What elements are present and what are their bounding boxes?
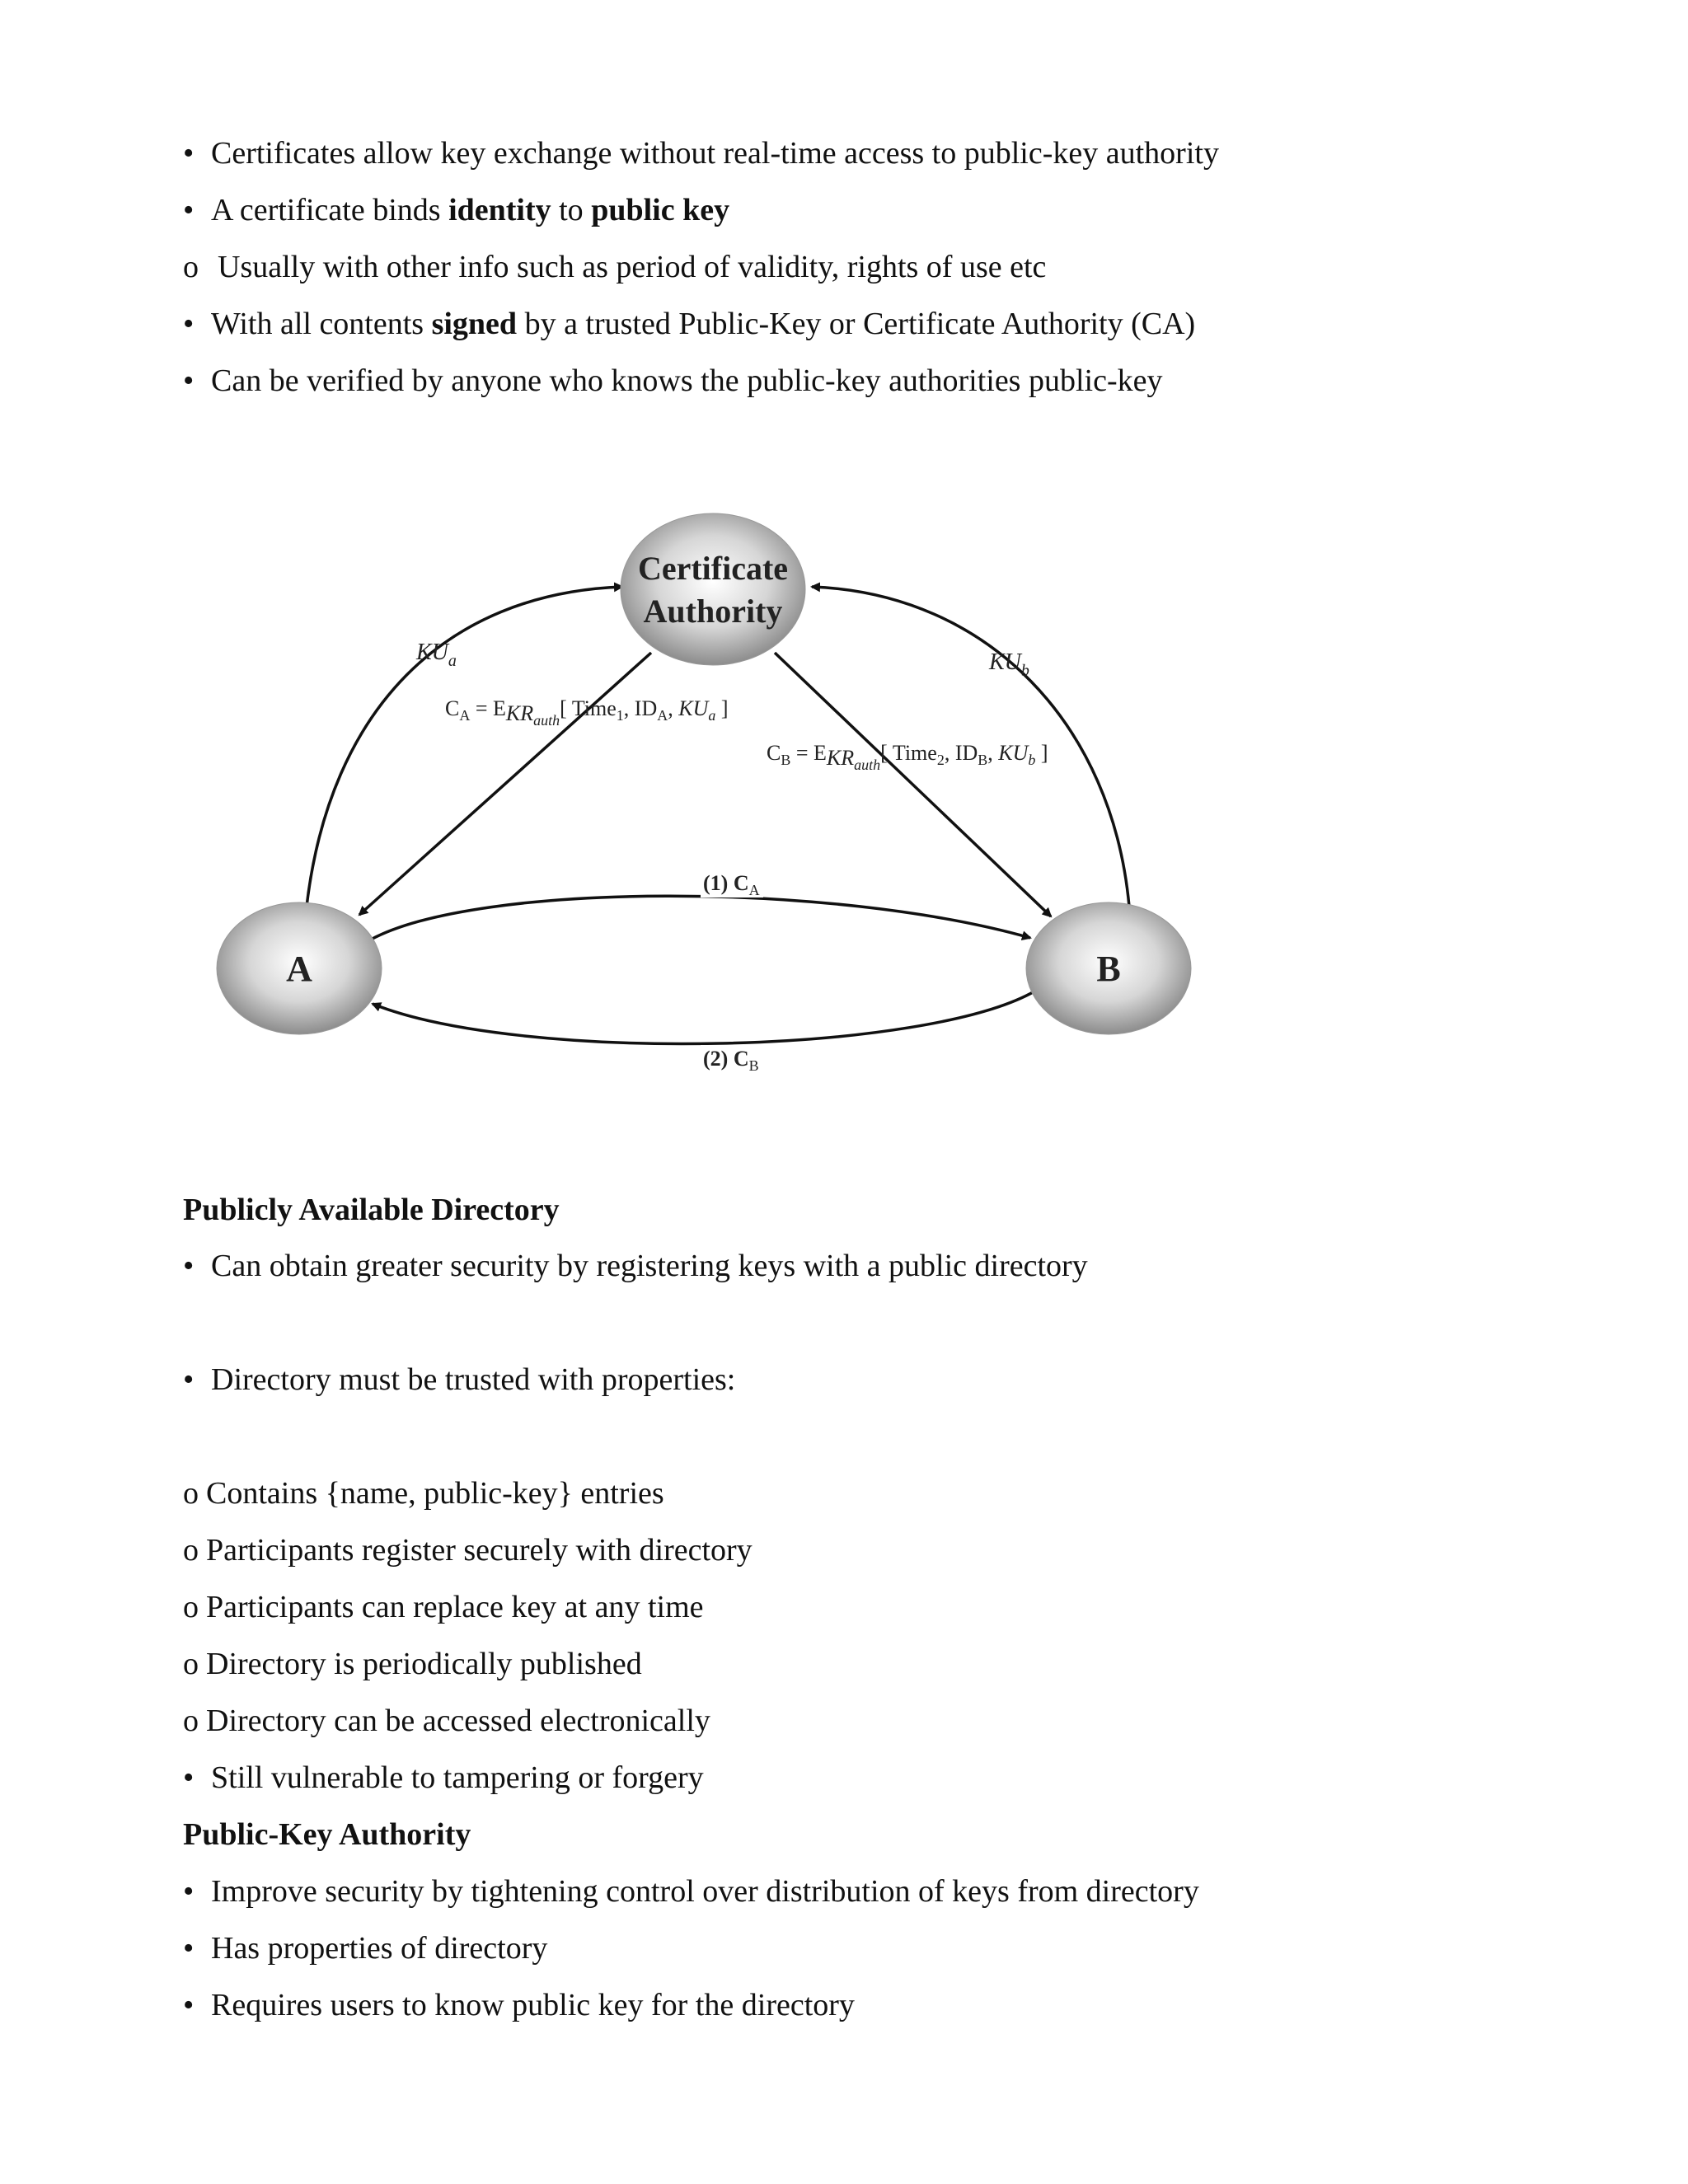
- sub-bullet-glyph: o: [183, 1704, 199, 1738]
- bullet-contents-signed: [183, 304, 1195, 344]
- bullet-text: Directory must be trusted with properties:: [211, 1362, 736, 1397]
- sub-bullet-register-securely: [183, 1530, 753, 1570]
- bullet-glyph: •: [183, 136, 195, 171]
- bullet-text-pre: With all contents: [211, 307, 432, 341]
- bold-public-key: public key: [591, 193, 730, 227]
- arrow-cb-cert-to-b: [775, 653, 1051, 916]
- bullet-requires-users-know-key: [183, 1985, 855, 2025]
- sub-bullet-contains-entries: [183, 1474, 664, 1513]
- kub-label: $KU_b$: [989, 649, 1029, 680]
- bullet-still-vulnerable: [183, 1758, 704, 1797]
- bullet-text-pre: A certificate binds: [211, 193, 449, 227]
- bullet-text: Improve security by tightening control over distribution of keys from directory: [211, 1874, 1199, 1909]
- bullet-text: Still vulnerable to tampering or forgery: [211, 1760, 704, 1795]
- step2-label: (2) $C_B$: [703, 1047, 759, 1074]
- heading-public-key-authority: Public-Key Authority: [183, 1817, 471, 1852]
- bullet-glyph: •: [183, 1988, 195, 2022]
- arrow-step2-b-to-a: [373, 989, 1039, 1043]
- bullet-glyph: •: [183, 1249, 195, 1283]
- node-a-label: A: [286, 949, 312, 989]
- bullet-greater-security: [183, 1246, 1088, 1286]
- ca-label-line2: Authority: [643, 593, 783, 630]
- ca-label-line1: Certificate: [637, 550, 789, 587]
- sub-bullet-other-info: [183, 247, 1046, 287]
- bullet-text: Can be verified by anyone who knows the public-key authorities public-key: [211, 363, 1163, 398]
- bullet-text: Requires users to know public key for the directory: [211, 1988, 855, 2022]
- sub-bullet-text: Directory is periodically published: [206, 1647, 642, 1681]
- certificate-exchange-diagram: [206, 494, 1220, 1088]
- sub-bullet-glyph: o: [183, 1476, 199, 1511]
- bullet-text-mid: to: [551, 193, 592, 227]
- sub-bullet-glyph: o: [183, 250, 199, 284]
- arrow-ca-cert-to-a: [359, 653, 651, 915]
- bullet-improve-security: [183, 1872, 1199, 1911]
- sub-bullet-replace-key: [183, 1587, 704, 1627]
- bullet-directory-trusted: [183, 1360, 735, 1399]
- bullet-certificate-binds: [183, 190, 729, 230]
- sub-bullet-accessed-electronically: [183, 1701, 710, 1741]
- bullet-glyph: •: [183, 363, 195, 398]
- bullet-verified-by-anyone: [183, 361, 1162, 401]
- sub-bullet-periodically-published: [183, 1644, 642, 1684]
- sub-bullet-glyph: o: [183, 1590, 199, 1624]
- node-b-label: B: [1096, 949, 1121, 989]
- bullet-glyph: •: [183, 1760, 195, 1795]
- heading-publicly-available-directory: Publicly Available Directory: [183, 1193, 560, 1227]
- bullet-glyph: •: [183, 193, 195, 227]
- bullet-glyph: •: [183, 307, 195, 341]
- bullet-text: Can obtain greater security by registering keys with a public directory: [211, 1249, 1088, 1283]
- ca-certificate-formula: $C_A = EKR_{auth}$[ Time$_1$, $ID_A$, $KU_a$ ]: [445, 696, 729, 729]
- sub-bullet-text: Contains {name, public-key} entries: [206, 1476, 664, 1511]
- sub-bullet-text: Participants can replace key at any time: [206, 1590, 704, 1624]
- cb-certificate-formula: $C_B = EKR_{auth}$[ Time$_2$, $ID_B$, $KU_b$ ]: [767, 741, 1048, 773]
- sub-bullet-text: Participants register securely with directory: [206, 1533, 753, 1568]
- node-certificate-authority: [621, 513, 805, 665]
- sub-bullet-text: Directory can be accessed electronically: [206, 1704, 710, 1738]
- bullet-glyph: •: [183, 1874, 195, 1909]
- bold-signed: signed: [431, 307, 518, 341]
- sub-bullet-text: Usually with other info such as period of validity, rights of use etc: [218, 250, 1047, 284]
- bullet-text-post: by a trusted Public-Key or Certificate Authority (CA): [517, 307, 1196, 341]
- bullet-properties-of-directory: [183, 1929, 547, 1968]
- bullet-text: Certificates allow key exchange without real-time access to public-key authority: [211, 136, 1219, 171]
- step1-label: (1) $C_A$: [703, 871, 760, 898]
- bold-identity: identity: [448, 193, 551, 227]
- bullet-glyph: •: [183, 1362, 195, 1397]
- bullet-glyph: •: [183, 1931, 195, 1966]
- sub-bullet-glyph: o: [183, 1647, 199, 1681]
- sub-bullet-glyph: o: [183, 1533, 199, 1568]
- bullet-certificates-key-exchange: [183, 134, 1219, 173]
- arrow-kua-a-to-ca: [307, 587, 622, 907]
- kua-label: $KU_a$: [416, 640, 457, 670]
- bullet-text: Has properties of directory: [211, 1931, 548, 1966]
- arrow-step1-a-to-b: [371, 896, 1030, 940]
